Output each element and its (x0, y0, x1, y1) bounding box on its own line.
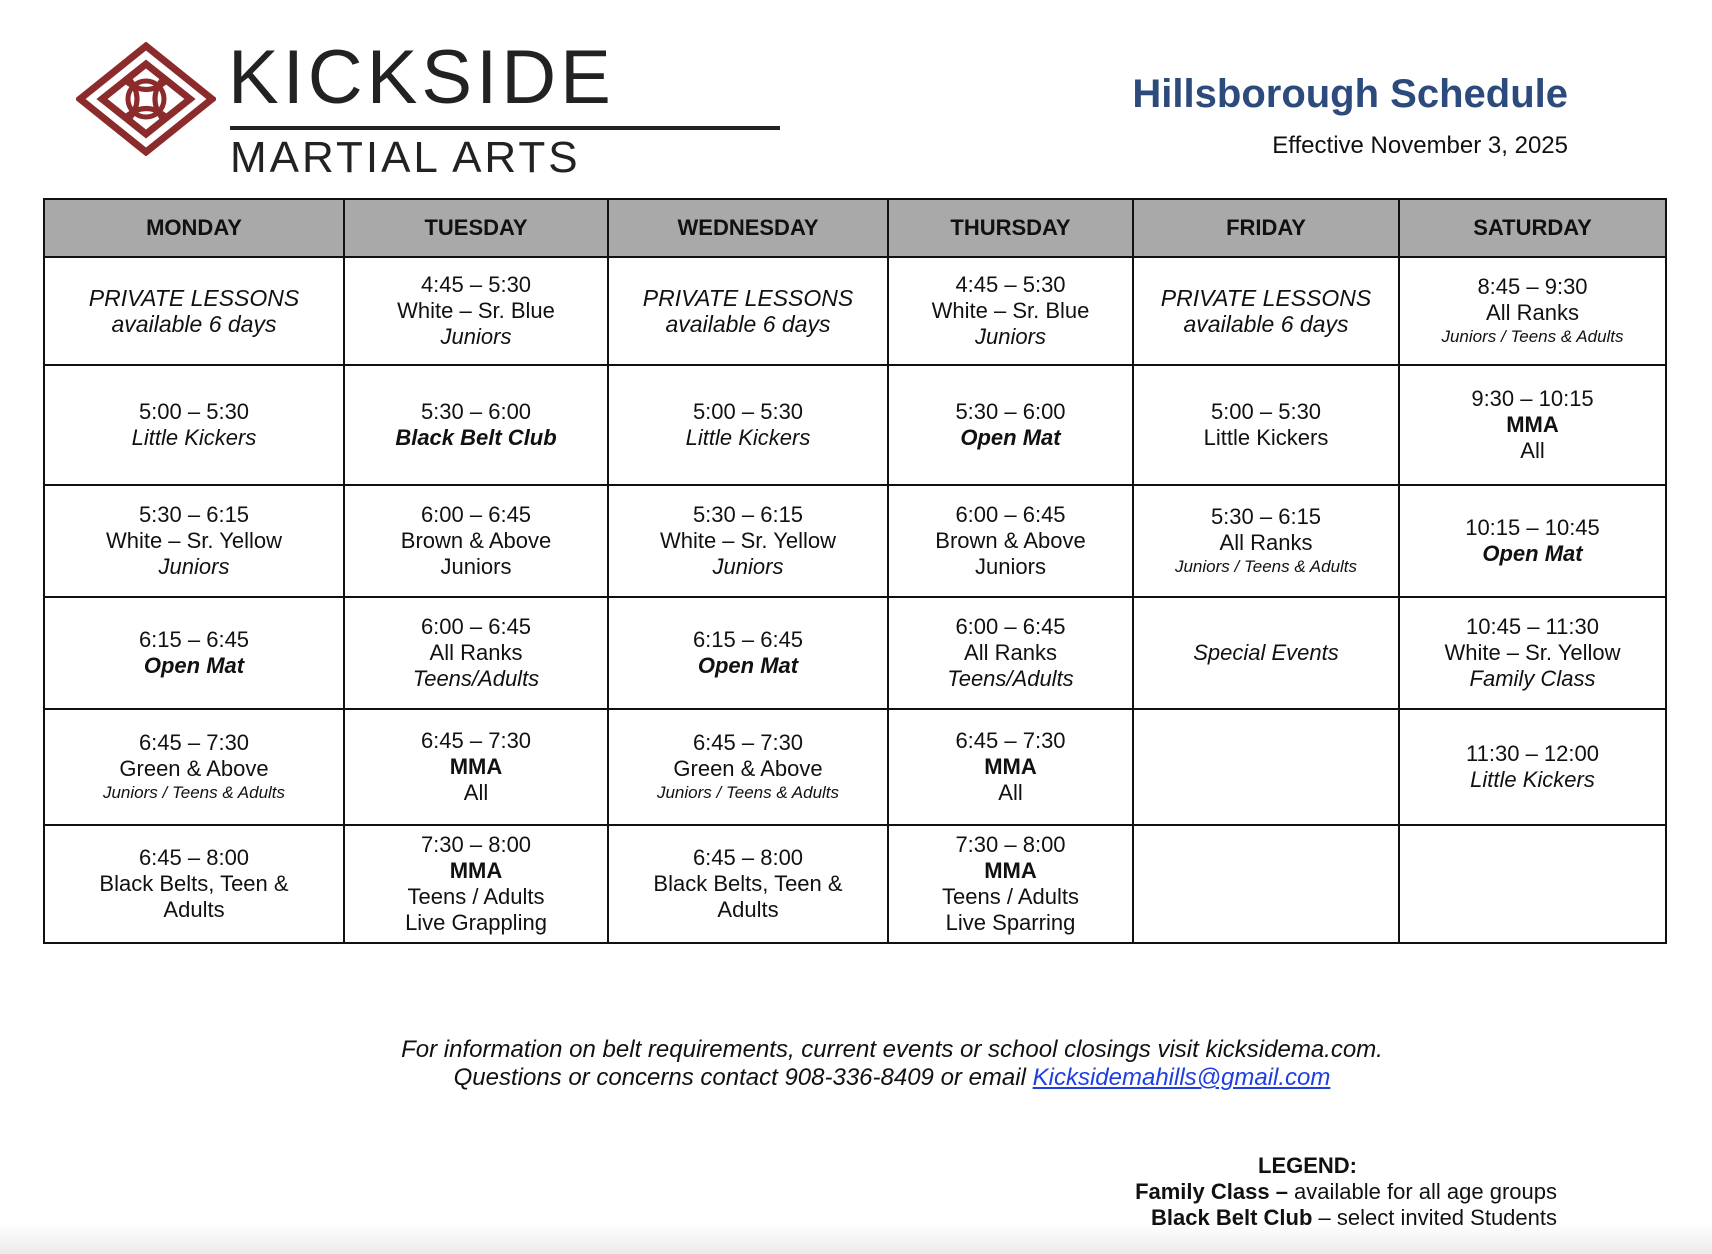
class-cell-tuesday (344, 485, 608, 597)
class-cell-line: Green & Above (673, 756, 823, 781)
class-cell-line: White – Sr. Yellow (105, 528, 283, 553)
class-cell-line: 6:00 – 6:45 (955, 614, 1066, 639)
class-cell-line: 6:15 – 6:45 (138, 627, 250, 652)
class-cell-line: 9:30 – 10:15 (1471, 386, 1594, 411)
class-cell-line: Black Belts, Teen & (99, 871, 289, 896)
day-header-row (44, 199, 1666, 257)
class-cell-monday (44, 709, 344, 825)
class-cell-line: available 6 days (111, 311, 277, 337)
class-cell-line: MMA (449, 858, 503, 883)
class-cell-wednesday (608, 825, 888, 943)
class-cell-line: 11:30 – 12:00 (1466, 741, 1599, 766)
class-cell-saturday (1399, 709, 1666, 825)
class-cell-line: 7:30 – 8:00 (420, 832, 532, 857)
class-cell-line: Green & Above (119, 756, 269, 781)
schedule-row (44, 365, 1666, 485)
class-cell-line: 7:30 – 8:00 (955, 832, 1066, 857)
class-cell-tuesday (344, 825, 608, 943)
legend-title: LEGEND: (1258, 1153, 1357, 1178)
class-cell-tuesday (344, 597, 608, 709)
legend-item (1135, 1179, 1557, 1205)
footer-info-line: For information on belt requirements, current events or school closings visit kicksidema.com. (401, 1036, 1383, 1063)
class-cell-monday (44, 825, 344, 943)
class-cell-line: 6:45 – 8:00 (138, 845, 250, 870)
schedule-row (44, 257, 1666, 365)
class-cell-line: Teens/Adults (947, 666, 1074, 691)
class-cell-line: 5:00 – 5:30 (1210, 399, 1322, 424)
class-cell-line: 5:00 – 5:30 (692, 399, 804, 424)
class-cell-line: Live Grappling (405, 910, 547, 935)
class-cell-line: Juniors / Teens & Adults (1174, 557, 1358, 576)
class-cell-line: White – Sr. Blue (931, 298, 1090, 323)
class-cell-thursday (888, 709, 1133, 825)
class-cell-friday (1133, 257, 1399, 365)
logo-divider (230, 126, 780, 130)
class-cell-line: Little Kickers (131, 425, 257, 450)
class-cell-wednesday (608, 709, 888, 825)
class-cell-line: 6:45 – 7:30 (138, 730, 250, 755)
class-cell-line: All (998, 780, 1023, 805)
day-header-friday: FRIDAY (1133, 199, 1399, 257)
class-cell-line: Special Events (1193, 640, 1339, 665)
day-header-tuesday: TUESDAY (344, 199, 608, 257)
legend-desc: available for all age groups (1287, 1179, 1557, 1204)
class-cell-line: 10:45 – 11:30 (1466, 614, 1599, 639)
class-cell-line: Teens / Adults (942, 884, 1079, 909)
class-cell-monday (44, 365, 344, 485)
class-cell-line: 5:30 – 6:00 (955, 399, 1066, 424)
class-cell-line: Adults (163, 897, 225, 922)
class-cell-line: Black Belt Club (395, 425, 557, 450)
class-cell-tuesday (344, 365, 608, 485)
class-cell-monday (44, 597, 344, 709)
class-cell-line: 5:30 – 6:15 (1210, 504, 1322, 529)
legend-term: Black Belt Club (1151, 1205, 1313, 1230)
class-cell-line: 5:00 – 5:30 (138, 399, 250, 424)
class-cell-line: 6:45 – 7:30 (420, 728, 532, 753)
legend-term: Family Class – (1135, 1179, 1288, 1204)
class-cell-line: Brown & Above (400, 528, 552, 553)
class-cell-line: Juniors / Teens & Adults (656, 783, 840, 802)
class-cell-line: MMA (449, 754, 503, 779)
class-cell-line: 6:00 – 6:45 (420, 502, 532, 527)
schedule-table (43, 198, 1667, 944)
class-cell-wednesday (608, 257, 888, 365)
day-header-wednesday: WEDNESDAY (608, 199, 888, 257)
class-cell-line: Open Mat (143, 653, 245, 678)
class-cell-line: Open Mat (960, 425, 1061, 450)
effective-date: Effective November 3, 2025 (1272, 132, 1568, 159)
class-cell-thursday (888, 485, 1133, 597)
class-cell-wednesday (608, 365, 888, 485)
day-header-saturday: SATURDAY (1399, 199, 1666, 257)
class-cell-wednesday (608, 597, 888, 709)
class-cell-saturday (1399, 365, 1666, 485)
class-cell-friday (1133, 485, 1399, 597)
class-cell-line: Brown & Above (935, 528, 1086, 553)
kickside-logo (76, 35, 716, 182)
class-cell-line: 6:45 – 7:30 (955, 728, 1066, 753)
class-cell-line: 6:15 – 6:45 (692, 627, 804, 652)
class-cell-line: 6:45 – 7:30 (692, 730, 804, 755)
diamond-knot-logo-icon (76, 42, 216, 156)
class-cell-line: available 6 days (665, 311, 831, 337)
class-cell-line: Black Belts, Teen & (653, 871, 843, 896)
class-cell-line: All Ranks (964, 640, 1057, 665)
schedule-row (44, 485, 1666, 597)
schedule-row (44, 597, 1666, 709)
class-cell-line: Juniors (440, 554, 512, 579)
class-cell-saturday (1399, 597, 1666, 709)
page-title: Hillsborough Schedule (1132, 72, 1568, 116)
footer-info (0, 1036, 1712, 1092)
legend-item (1135, 1205, 1557, 1231)
class-cell-line: 6:45 – 8:00 (692, 845, 804, 870)
logo-wordmark: KICKSIDE (228, 35, 615, 120)
class-cell-line: Teens / Adults (407, 884, 545, 909)
class-cell-line: All (1520, 438, 1545, 463)
class-cell-line: Little Kickers (685, 425, 811, 450)
class-cell-line: MMA (984, 858, 1037, 883)
class-cell-line: available 6 days (1183, 311, 1349, 337)
class-cell-line: 5:30 – 6:15 (692, 502, 804, 527)
class-cell-line: PRIVATE LESSONS (88, 285, 300, 311)
class-cell-saturday (1399, 825, 1666, 943)
class-cell-line: MMA (984, 754, 1037, 779)
class-cell-thursday (888, 825, 1133, 943)
class-cell-line: 10:15 – 10:45 (1465, 515, 1600, 540)
class-cell-line: Juniors / Teens & Adults (102, 783, 286, 802)
email-link[interactable]: Kicksidemahills@gmail.com (1032, 1064, 1331, 1091)
class-cell-monday (44, 257, 344, 365)
class-cell-line: Little Kickers (1203, 425, 1329, 450)
class-cell-line: Juniors (158, 554, 230, 579)
class-cell-line: Open Mat (697, 653, 799, 678)
class-cell-line: White – Sr. Blue (397, 298, 555, 323)
class-cell-line: Juniors / Teens & Adults (1441, 327, 1624, 346)
class-cell-line: PRIVATE LESSONS (642, 285, 854, 311)
legend (1135, 1153, 1557, 1231)
class-cell-line: White – Sr. Yellow (1444, 640, 1621, 665)
class-cell-line: Teens/Adults (412, 666, 540, 691)
class-cell-line: PRIVATE LESSONS (1160, 285, 1372, 311)
class-cell-friday (1133, 365, 1399, 485)
class-cell-line: 4:45 – 5:30 (420, 272, 532, 297)
class-cell-line: All Ranks (1219, 530, 1313, 555)
class-cell-friday (1133, 709, 1399, 825)
class-cell-line: Juniors (975, 324, 1046, 349)
class-cell-line: 6:00 – 6:45 (955, 502, 1066, 527)
class-cell-monday (44, 485, 344, 597)
class-cell-thursday (888, 597, 1133, 709)
class-cell-line: All Ranks (429, 640, 523, 665)
class-cell-line: Juniors (712, 554, 784, 579)
class-cell-saturday (1399, 485, 1666, 597)
class-cell-line: All Ranks (1486, 300, 1579, 325)
class-cell-line: 5:30 – 6:00 (420, 399, 532, 424)
class-cell-line: Family Class (1469, 666, 1596, 691)
class-cell-line: Juniors (440, 324, 512, 349)
class-cell-thursday (888, 365, 1133, 485)
class-cell-line: Juniors (975, 554, 1046, 579)
class-cell-line: White – Sr. Yellow (659, 528, 837, 553)
class-cell-saturday (1399, 257, 1666, 365)
schedule-row (44, 825, 1666, 943)
class-cell-wednesday (608, 485, 888, 597)
class-cell-tuesday (344, 257, 608, 365)
day-header-thursday: THURSDAY (888, 199, 1133, 257)
class-cell-line: MMA (1506, 412, 1559, 437)
class-cell-friday (1133, 825, 1399, 943)
footer-contact-line (0, 1064, 1712, 1092)
class-cell-thursday (888, 257, 1133, 365)
schedule-row (44, 709, 1666, 825)
class-cell-line: Live Sparring (945, 910, 1076, 935)
class-cell-line: 8:45 – 9:30 (1477, 274, 1588, 299)
class-cell-tuesday (344, 709, 608, 825)
class-cell-line: 5:30 – 6:15 (138, 502, 250, 527)
class-cell-line: 4:45 – 5:30 (955, 272, 1066, 297)
class-cell-line: 6:00 – 6:45 (420, 614, 532, 639)
class-cell-line: Little Kickers (1470, 767, 1595, 792)
legend-desc: – select invited Students (1312, 1205, 1557, 1230)
class-cell-friday (1133, 597, 1399, 709)
class-cell-line: Open Mat (1482, 541, 1583, 566)
schedule-body (44, 257, 1666, 943)
footer-contact-text: Questions or concerns contact 908-336-8409 or email (453, 1064, 1033, 1091)
class-cell-line: All (463, 780, 489, 805)
logo-subtitle: MARTIAL ARTS (230, 133, 581, 182)
day-header-monday: MONDAY (44, 199, 344, 257)
class-cell-line: Adults (717, 897, 779, 922)
